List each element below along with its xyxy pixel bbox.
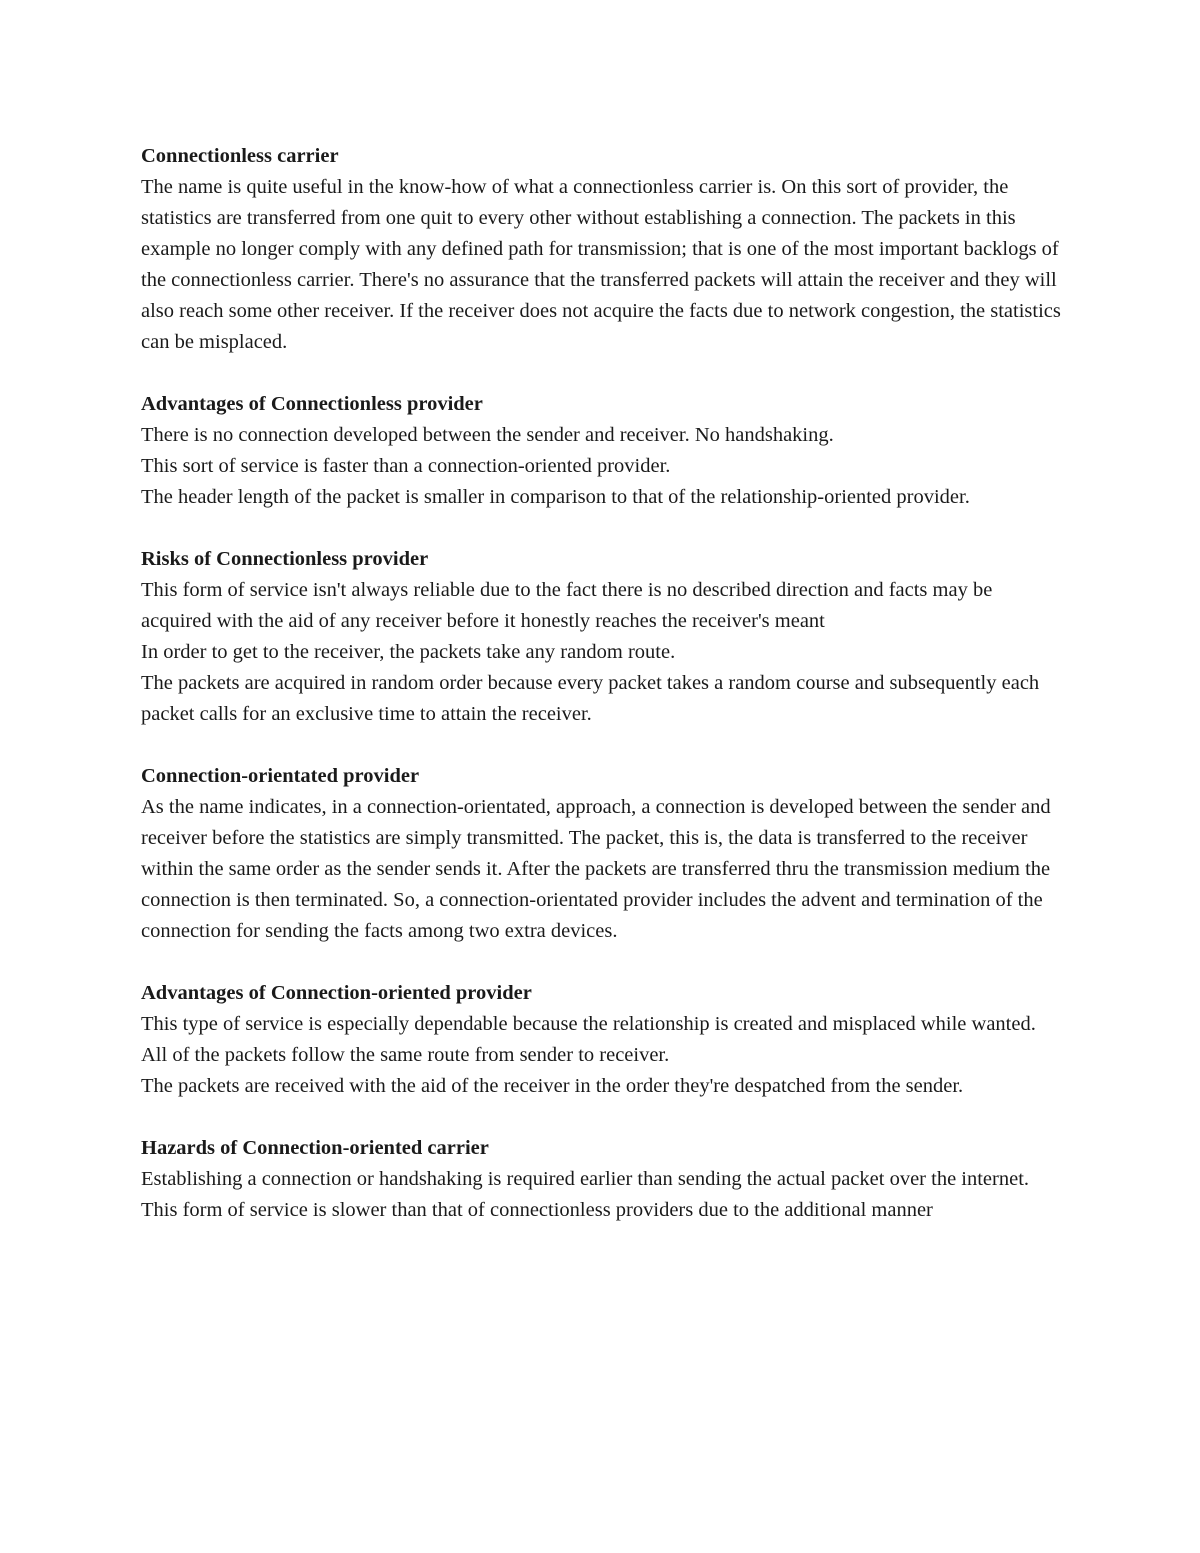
section-heading: Risks of Connectionless provider: [141, 548, 429, 570]
section-heading: Connectionless carrier: [141, 145, 339, 167]
section-risks-connectionless: [141, 544, 1061, 730]
section-heading: Connection-orientated provider: [141, 765, 420, 787]
section-heading: Advantages of Connection-oriented provider: [141, 982, 532, 1004]
paragraph: Establishing a connection or handshaking is required earlier than sending the actual packet over the internet.: [141, 1168, 1030, 1190]
section-heading: Hazards of Connection-oriented carrier: [141, 1137, 489, 1159]
paragraph: The packets are received with the aid of the receiver in the order they're despatched from the sender.: [141, 1075, 964, 1097]
paragraph: This form of service is slower than that of connectionless providers due to the additional manner: [141, 1199, 933, 1221]
paragraph: The name is quite useful in the know-how of what a connectionless carrier is. On this sort of provider, the statistics are transferred from one quit to every other without establishing a connection. The packets in this example no longer comply with any defined path for transmission; that is one of the most important backlogs of the connectionless carrier. There's no assurance that the transferred packets will attain the receiver and they will also reach some other receiver. If the receiver does not acquire the facts due to network congestion, the statistics can be misplaced.: [141, 176, 1061, 353]
paragraph: This form of service isn't always reliable due to the fact there is no described direction and facts may be acquired with the aid of any receiver before it honestly reaches the receiver's meant: [141, 579, 993, 632]
section-hazards-connection-oriented: [141, 1133, 1061, 1226]
paragraph: All of the packets follow the same route from sender to receiver.: [141, 1044, 670, 1066]
section-advantages-connectionless: [141, 389, 1061, 513]
paragraph: The header length of the packet is smaller in comparison to that of the relationship-oriented provider.: [141, 486, 970, 508]
paragraph: As the name indicates, in a connection-orientated, approach, a connection is developed between the sender and receiver before the statistics are simply transmitted. The packet, this is, the data is transferred to the receiver within the same order as the sender sends it. After the packets are transferred thru the transmission medium the connection is then terminated. So, a connection-orientated provider includes the advent and termination of the connection for sending the facts among two extra devices.: [141, 796, 1051, 942]
section-heading: Advantages of Connectionless provider: [141, 393, 483, 415]
paragraph: This type of service is especially dependable because the relationship is created and misplaced while wanted.: [141, 1013, 1036, 1035]
section-connection-orientated: [141, 761, 1061, 947]
paragraph: This sort of service is faster than a connection-oriented provider.: [141, 455, 671, 477]
section-advantages-connection-oriented: [141, 978, 1061, 1102]
paragraph: There is no connection developed between the sender and receiver. No handshaking.: [141, 424, 834, 446]
section-connectionless-carrier: [141, 141, 1061, 358]
paragraph: In order to get to the receiver, the packets take any random route.: [141, 641, 676, 663]
paragraph: The packets are acquired in random order because every packet takes a random course and subsequently each packet calls for an exclusive time to attain the receiver.: [141, 672, 1040, 725]
document-body: [141, 141, 1061, 1257]
